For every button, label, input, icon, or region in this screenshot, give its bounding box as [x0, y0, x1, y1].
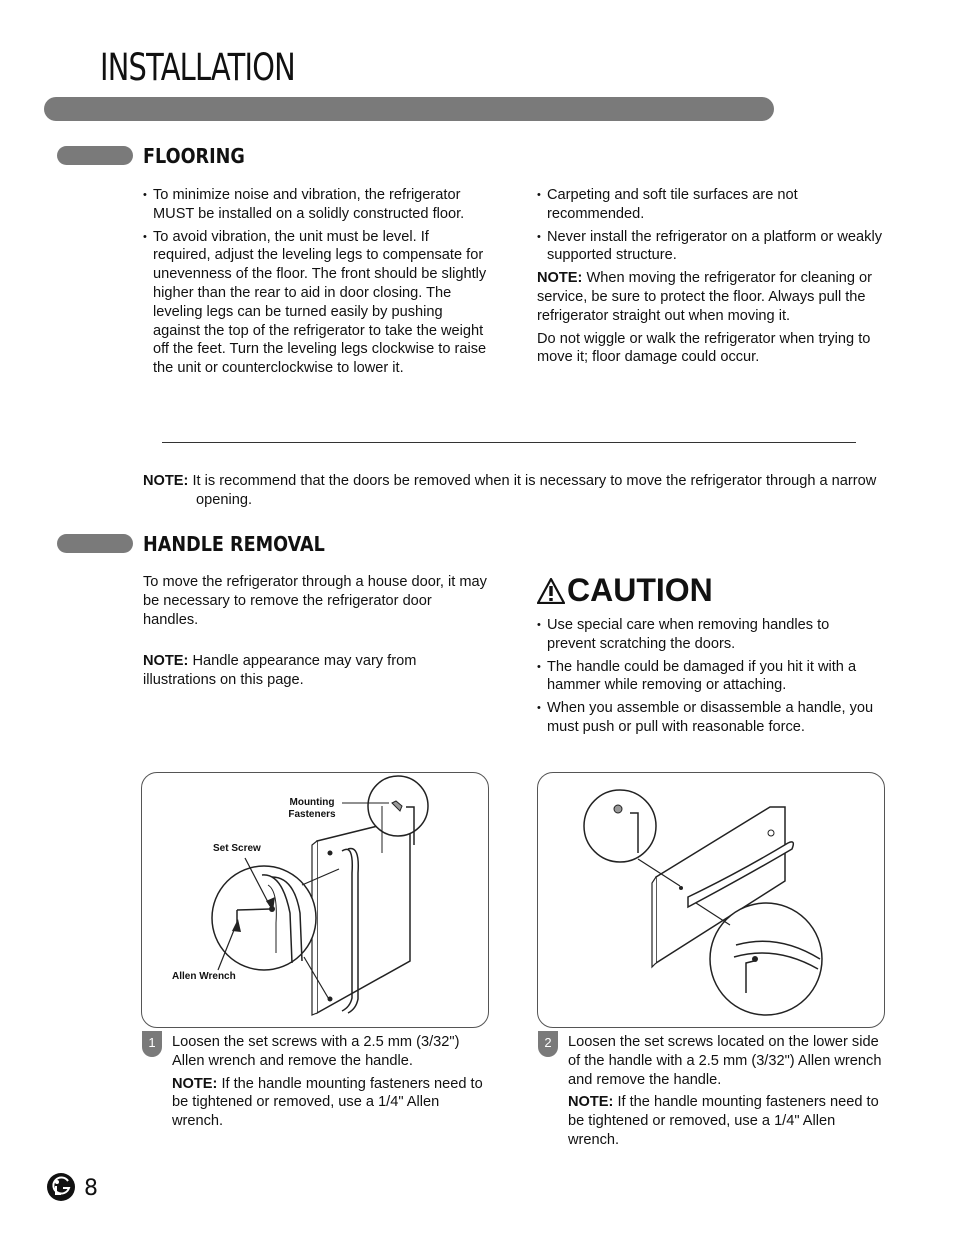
section-marker [57, 146, 133, 165]
step-1-note: NOTE: If the handle mounting fasteners need to be tightened or removed, use a 1/4" Allen wrench. [172, 1075, 483, 1130]
list-item: • Carpeting and soft tile surfaces are not recommended. [537, 186, 882, 224]
section-marker [57, 534, 133, 553]
allen-wrench-label: Allen Wrench [172, 971, 236, 982]
list-item: • The handle could be damaged if you hit it with a hammer while removing or attaching. [537, 658, 882, 696]
flooring-extra: Do not wiggle or walk the refrigerator when trying to move it; floor damage could occur. [537, 330, 871, 366]
list-item: • To avoid vibration, the unit must be level. If required, adjust the leveling legs to compensate for unevenness of the floor. The front should be slightly higher than the rear to aid in door closing. The leveling legs can be turned easily by pushing against the top of the refrigerator to take the weight off the feet. Turn the leveling legs clockwise to raise the unit or counterclockwise to lower it. [143, 228, 488, 378]
flooring-right-list [537, 186, 882, 265]
list-item: • To minimize noise and vibration, the refrigerator MUST be installed on a solidly constructed floor. [143, 186, 488, 224]
lg-logo-icon [46, 1172, 76, 1207]
divider [162, 442, 856, 443]
handle-note: NOTE: Handle appearance may vary from illustrations on this page. [143, 653, 417, 689]
caution-heading: CAUTION [537, 572, 713, 609]
header-bar [44, 97, 774, 121]
flooring-right-column [537, 186, 882, 371]
page-number: 8 [84, 1176, 98, 1201]
list-item: • Never install the refrigerator on a platform or weakly supported structure. [537, 228, 882, 266]
page-title: INSTALLATION [100, 46, 295, 89]
step-1-illustration [141, 772, 489, 1028]
flooring-heading: FLOORING [143, 144, 245, 168]
step-2-badge: 2 [538, 1031, 558, 1057]
handle-intro: To move the refrigerator through a house door, it may be necessary to remove the refrigerator door handles. NOTE: Handle appearance may vary from illustrations on this page. [143, 574, 487, 689]
step-1-text: Loosen the set screws with a 2.5 mm (3/32") Allen wrench and remove the handle. NOTE: If the handle mounting fasteners need to be tightened or removed, use a 1/4" Allen wrench. [172, 1033, 487, 1135]
flooring-left-list [143, 186, 488, 382]
step-2-note: NOTE: If the handle mounting fasteners need to be tightened or removed, use a 1/4" Allen wrench. [568, 1094, 879, 1148]
list-item: • Use special care when removing handles to prevent scratching the doors. [537, 616, 882, 654]
step-2-illustration [537, 772, 885, 1028]
warning-icon [537, 578, 565, 604]
set-screw-label: Set Screw [213, 843, 261, 854]
handle-removal-heading: HANDLE REMOVAL [143, 532, 325, 556]
step-2-text: Loosen the set screws located on the lower side of the handle with a 2.5 mm (3/32") Allen wrench and remove the handle. NOTE: If the handle mounting fasteners need to be tightened or removed, use a 1/4" Allen wrench. [568, 1034, 882, 1148]
caution-list [537, 616, 882, 741]
flooring-note: NOTE: When moving the refrigerator for cleaning or service, be sure to protect the floor. Always pull the refrigerator straight out when moving it. [537, 270, 872, 324]
step-1-badge: 1 [142, 1031, 162, 1057]
door-note: NOTE: It is recommend that the doors be removed when it is necessary to move the refrigerator through a narrow opening. [143, 473, 877, 508]
handle-removal-diagram-2 [538, 773, 884, 1027]
mounting-fasteners-label: Mounting Fasteners [288, 797, 336, 820]
list-item: • When you assemble or disassemble a handle, you must push or pull with reasonable force. [537, 699, 882, 737]
